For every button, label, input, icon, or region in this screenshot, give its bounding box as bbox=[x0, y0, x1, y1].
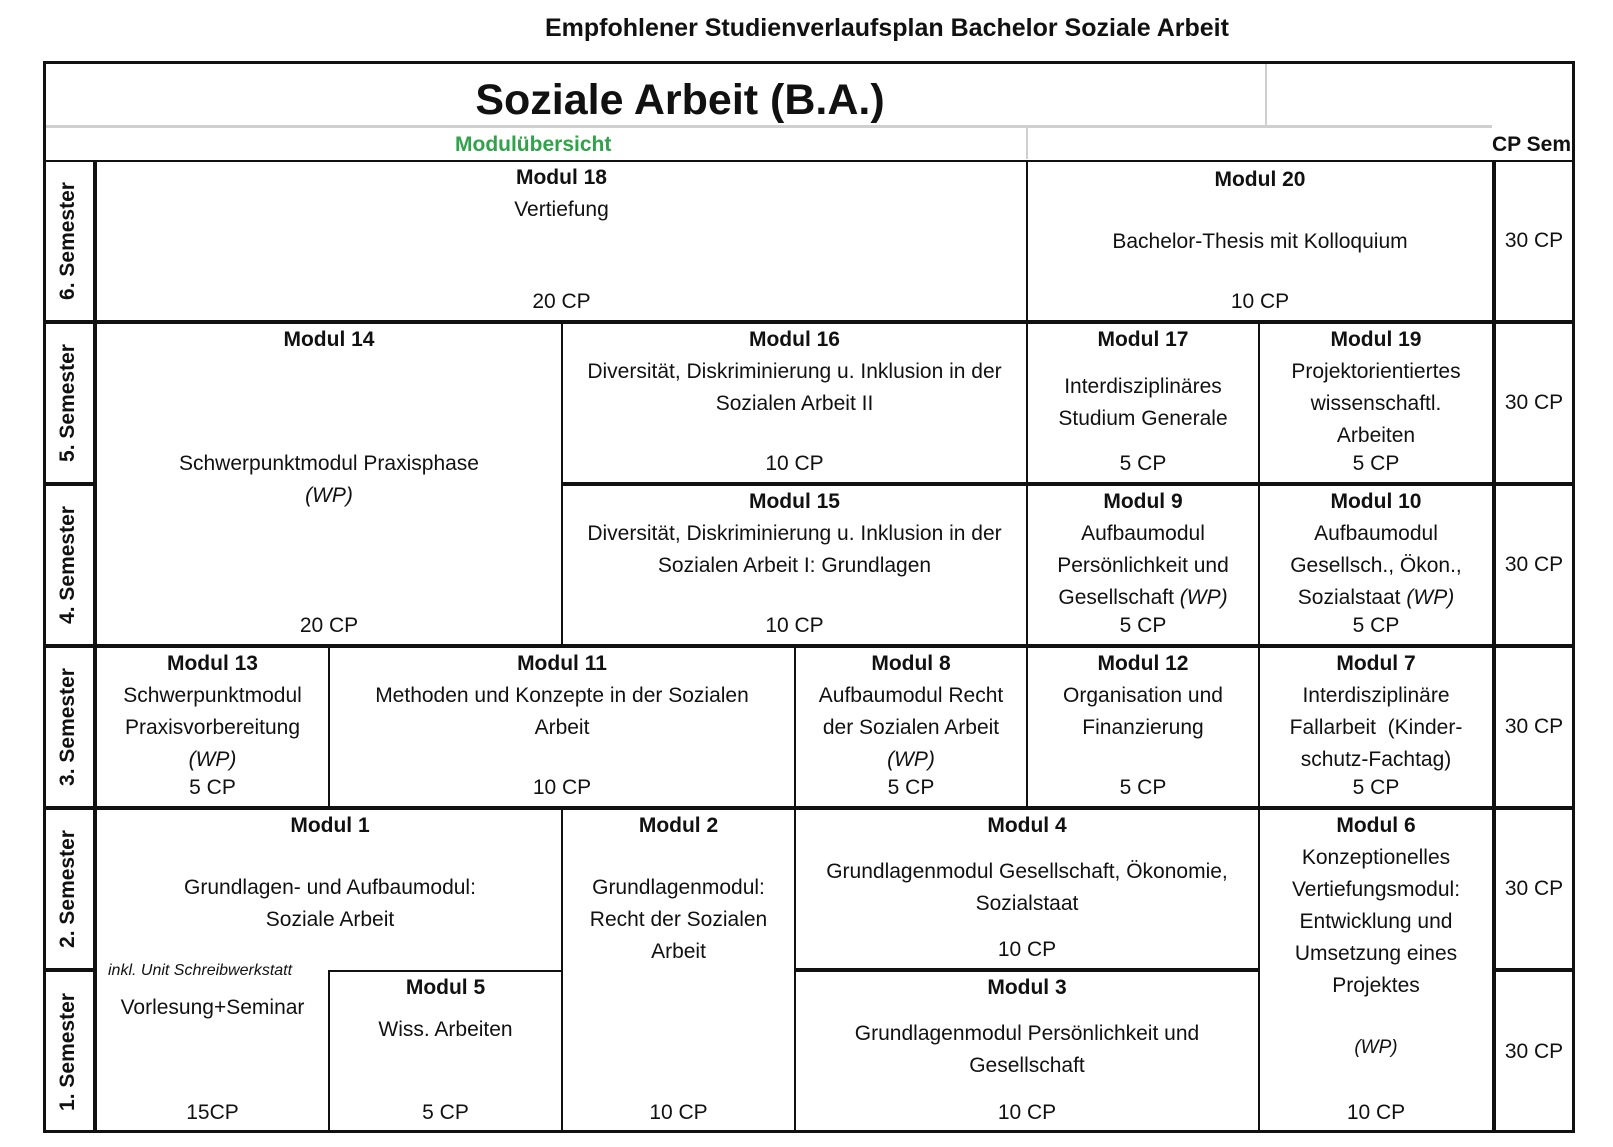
semester-label-4: 4. Semester bbox=[43, 484, 95, 646]
cp-semester-6: 30 CP bbox=[1494, 160, 1572, 322]
semester-label-1: 1. Semester bbox=[43, 970, 95, 1133]
program-title: Soziale Arbeit (B.A.) bbox=[475, 76, 885, 124]
module-14: Modul 14 Schwerpunktmodul Praxisphase (WP) 20 CP bbox=[95, 322, 563, 646]
header-divider bbox=[1026, 128, 1028, 159]
semester-label-6: 6. Semester bbox=[43, 160, 95, 322]
cp-sem-header: CP Sem bbox=[1492, 133, 1571, 156]
cp-semester-2: 30 CP bbox=[1494, 808, 1572, 970]
module-17: Modul 17 Interdisziplinäres Studium Generale 5 CP bbox=[1026, 322, 1260, 484]
module-20: Modul 20 Bachelor-Thesis mit Kolloquium 10 CP bbox=[1026, 160, 1494, 322]
module-18: Modul 18 Vertiefung 20 CP bbox=[95, 160, 1028, 322]
cp-semester-1: 30 CP bbox=[1494, 970, 1572, 1133]
module-15: Modul 15 Diversität, Diskriminierung u. Inklusion in der Sozialen Arbeit I: Grundlagen 10 CP bbox=[561, 484, 1028, 646]
semester-label-3: 3. Semester bbox=[43, 646, 95, 808]
module-11: Modul 11 Methoden und Konzepte in der Sozialen Arbeit 10 CP bbox=[328, 646, 796, 808]
module-4: Modul 4 Grundlagenmodul Gesellschaft, Ökonomie, Sozialstaat 10 CP bbox=[794, 808, 1260, 970]
header-divider bbox=[46, 125, 1492, 128]
header-divider bbox=[1265, 64, 1267, 126]
module-2: Modul 2 Grundlagenmodul: Recht der Sozialen Arbeit 10 CP bbox=[561, 808, 796, 1133]
page-title: Empfohlener Studienverlaufsplan Bachelor Soziale Arbeit bbox=[545, 14, 1229, 42]
module-10: Modul 10 Aufbaumodul Gesellsch., Ökon., Sozialstaat (WP) 5 CP bbox=[1258, 484, 1494, 646]
module-1-note: inkl. Unit Schreibwerkstatt bbox=[108, 962, 293, 979]
cp-semester-5: 30 CP bbox=[1494, 322, 1572, 484]
module-5: Modul 5 Wiss. Arbeiten 5 CP bbox=[328, 970, 563, 1133]
module-19: Modul 19 Projektorientiertes wissenschaftl. Arbeiten 5 CP bbox=[1258, 322, 1494, 484]
semester-label-2: 2. Semester bbox=[43, 808, 95, 970]
module-7: Modul 7 Interdisziplinäre Fallarbeit (Kinder- schutz-Fachtag) 5 CP bbox=[1258, 646, 1494, 808]
module-9: Modul 9 Aufbaumodul Persönlichkeit und Gesellschaft (WP) 5 CP bbox=[1026, 484, 1260, 646]
module-3: Modul 3 Grundlagenmodul Persönlichkeit und Gesellschaft 10 CP bbox=[794, 970, 1260, 1133]
module-overview-label: Modulübersicht bbox=[455, 133, 612, 156]
semester-label-5: 5. Semester bbox=[43, 322, 95, 484]
module-16: Modul 16 Diversität, Diskriminierung u. Inklusion in der Sozialen Arbeit II 10 CP bbox=[561, 322, 1028, 484]
cp-semester-3: 30 CP bbox=[1494, 646, 1572, 808]
module-8: Modul 8 Aufbaumodul Recht der Sozialen Arbeit (WP) 5 CP bbox=[794, 646, 1028, 808]
module-12: Modul 12 Organisation und Finanzierung 5 CP bbox=[1026, 646, 1260, 808]
module-1-lower: Vorlesung+Seminar 15CP bbox=[95, 970, 330, 1133]
module-6: Modul 6 Konzeptionelles Vertiefungsmodul: Entwicklung und Umsetzung eines Projektes (WP) 10 CP bbox=[1258, 808, 1494, 1133]
cp-semester-4: 30 CP bbox=[1494, 484, 1572, 646]
module-1: Modul 1 Grundlagen- und Aufbaumodul: Soziale Arbeit bbox=[95, 808, 563, 1133]
module-13: Modul 13 Schwerpunktmodul Praxisvorbereitung (WP) 5 CP bbox=[95, 646, 330, 808]
